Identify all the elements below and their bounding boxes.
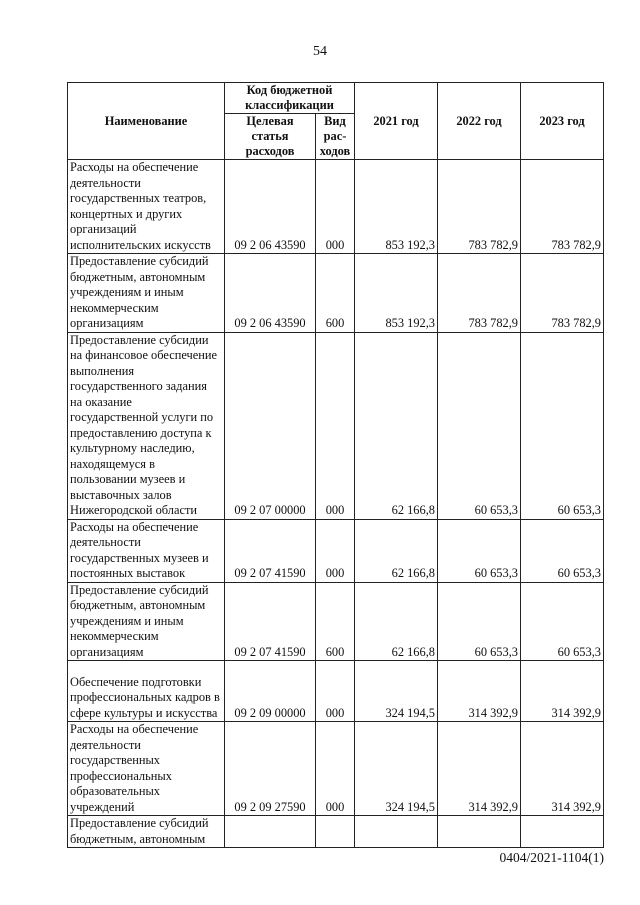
row-type: 000 xyxy=(316,661,355,722)
row-code xyxy=(225,816,316,848)
row-2023: 314 392,9 xyxy=(521,661,604,722)
table-row xyxy=(68,160,604,254)
table-row xyxy=(68,254,604,333)
row-2023: 783 782,9 xyxy=(521,254,604,333)
row-name: Расходы на обеспечение деятельности государственных театров, концертных и других организаций исполнительских искусств xyxy=(68,160,225,254)
row-2021: 853 192,3 xyxy=(355,254,438,333)
table-row xyxy=(68,722,604,816)
header-row xyxy=(68,83,604,114)
table-row xyxy=(68,332,604,519)
header-target-article: Целевая статья расходов xyxy=(225,114,316,160)
row-type xyxy=(316,816,355,848)
document-number: 0404/2021-1104(1) xyxy=(499,850,604,865)
header-2021: 2021 год xyxy=(355,83,438,160)
row-code: 09 2 07 41590 xyxy=(225,582,316,661)
row-type: 600 xyxy=(316,582,355,661)
row-name: Предоставление субсидий бюджетным, автономным учреждениям и иным некоммерческим организациям xyxy=(68,254,225,333)
header-kbk: Код бюджетной классификации xyxy=(225,83,355,114)
row-2022: 783 782,9 xyxy=(438,160,521,254)
table-row xyxy=(68,582,604,661)
row-type: 000 xyxy=(316,519,355,582)
row-code: 09 2 09 27590 xyxy=(225,722,316,816)
row-code: 09 2 07 00000 xyxy=(225,332,316,519)
row-type: 000 xyxy=(316,332,355,519)
row-name: Расходы на обеспечение деятельности государственных музеев и постоянных выставок xyxy=(68,519,225,582)
row-2023: 60 653,3 xyxy=(521,332,604,519)
row-2021: 853 192,3 xyxy=(355,160,438,254)
row-2021: 324 194,5 xyxy=(355,661,438,722)
row-type: 000 xyxy=(316,722,355,816)
table-row xyxy=(68,816,604,848)
row-2022: 314 392,9 xyxy=(438,722,521,816)
header-name: Наименование xyxy=(68,83,225,160)
row-2021: 324 194,5 xyxy=(355,722,438,816)
row-2023: 60 653,3 xyxy=(521,582,604,661)
budget-table xyxy=(67,82,604,848)
row-2023: 60 653,3 xyxy=(521,519,604,582)
row-code: 09 2 06 43590 xyxy=(225,160,316,254)
row-code: 09 2 09 00000 xyxy=(225,661,316,722)
row-2021: 62 166,8 xyxy=(355,582,438,661)
row-2021: 62 166,8 xyxy=(355,332,438,519)
row-type: 600 xyxy=(316,254,355,333)
table-row xyxy=(68,519,604,582)
row-2021 xyxy=(355,816,438,848)
row-2021: 62 166,8 xyxy=(355,519,438,582)
row-code: 09 2 07 41590 xyxy=(225,519,316,582)
row-code: 09 2 06 43590 xyxy=(225,254,316,333)
row-name: Расходы на обеспечение деятельности государственных профессиональных образовательных учреждений xyxy=(68,722,225,816)
header-expense-type: Вид рас-ходов xyxy=(316,114,355,160)
row-2022: 60 653,3 xyxy=(438,582,521,661)
row-2022 xyxy=(438,816,521,848)
row-2023: 783 782,9 xyxy=(521,160,604,254)
row-2022: 60 653,3 xyxy=(438,519,521,582)
row-2022: 783 782,9 xyxy=(438,254,521,333)
header-2022: 2022 год xyxy=(438,83,521,160)
page-number: 54 xyxy=(313,44,327,59)
row-name: Предоставление субсидий бюджетным, автономным учреждениям и иным некоммерческим организациям xyxy=(68,582,225,661)
row-type: 000 xyxy=(316,160,355,254)
row-name: Предоставление субсидий бюджетным, автономным xyxy=(68,816,225,848)
table-row xyxy=(68,661,604,722)
row-2023 xyxy=(521,816,604,848)
row-name: Обеспечение подготовки профессиональных кадров в сфере культуры и искусства xyxy=(68,661,225,722)
row-2022: 60 653,3 xyxy=(438,332,521,519)
row-name: Предоставление субсидии на финансовое обеспечение выполнения государственного задания на оказание государственной услуги по предоставлению доступа к культурному наследию, находящемуся в пользовании музеев и выставочных залов Нижегородской области xyxy=(68,332,225,519)
header-2023: 2023 год xyxy=(521,83,604,160)
row-2023: 314 392,9 xyxy=(521,722,604,816)
row-2022: 314 392,9 xyxy=(438,661,521,722)
